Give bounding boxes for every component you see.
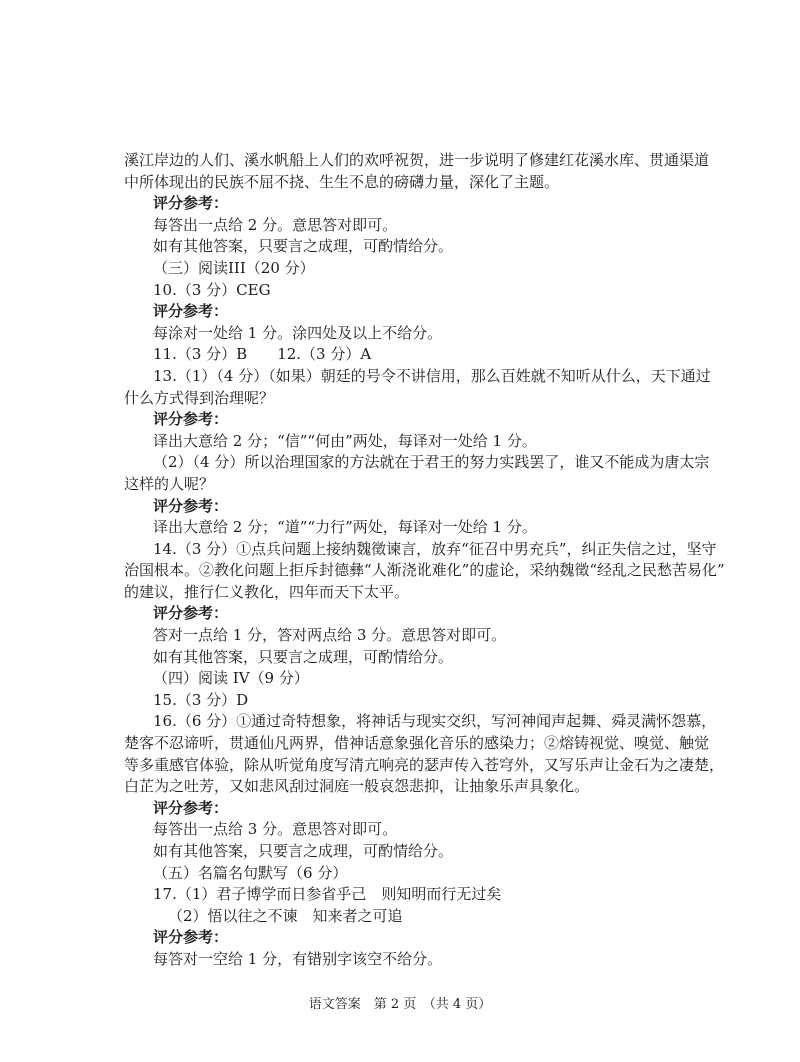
text-line: 13.（1）（4 分）（如果）朝廷的号令不讲信用，那么百姓就不知听从什么，天下通过 <box>153 366 711 385</box>
text-line: 10.（3 分）CEG <box>153 280 271 299</box>
text-line: 15.（3 分）D <box>153 690 249 709</box>
text-line: 的建议，推行仁义教化，四年而天下太平。 <box>124 582 410 601</box>
text-line: （四）阅读 IV（9 分） <box>153 669 309 688</box>
scoring-reference-heading: 评分参考： <box>153 798 229 817</box>
text-line: （五）名篇名句默写（6 分） <box>153 863 348 882</box>
text-line: （2）悟以往之不谏 知来者之可追 <box>168 906 403 925</box>
scoring-reference-heading: 评分参考： <box>153 496 229 515</box>
text-line: 如有其他答案，只要言之成理，可酌情给分。 <box>153 842 454 860</box>
text-line: 14.（3 分）①点兵问题上接纳魏徵谏言，放弃“征召中男充兵”，纠正失信之过，坚守 <box>153 539 717 558</box>
scoring-reference-heading: 评分参考： <box>153 302 229 321</box>
page-footer: 语文答案 第 2 页 （共 4 页） <box>308 997 492 1012</box>
text-line: 中所体现出的民族不屈不挠、生生不息的磅礴力量，深化了主题。 <box>124 172 560 191</box>
text-line: 如有其他答案，只要言之成理，可酌情给分。 <box>153 237 454 256</box>
text-line: 答对一点给 1 分，答对两点给 3 分。意思答对即可。 <box>153 626 507 645</box>
text-line: 每涂对一处给 1 分。涂四处及以上不给分。 <box>153 323 443 342</box>
scoring-reference-heading: 评分参考： <box>153 410 229 429</box>
text-line: （三）阅读III（20 分） <box>153 258 315 277</box>
scoring-reference-heading: 评分参考： <box>153 604 229 623</box>
text-line: 什么方式得到治理呢？ <box>124 388 275 407</box>
text-line: 等多重感官体验，除从听觉角度写清亢响亮的瑟声传入苍穹外，又写乐声让金石为之凄楚， <box>124 755 725 774</box>
text-line: 白芷为之吐芳，又如悲风刮过洞庭一般哀怨悲抑，让抽象乐声具象化。 <box>124 777 590 796</box>
scoring-reference-heading: 评分参考： <box>153 194 229 213</box>
text-line: 每答对一空给 1 分，有错别字该空不给分。 <box>153 949 443 968</box>
text-line: 溪江岸边的人们、溪水帆船上人们的欢呼祝贺，进一步说明了修建红花溪水库、贯通渠道 <box>124 151 710 169</box>
text-line: 如有其他答案，只要言之成理，可酌情给分。 <box>153 647 454 666</box>
text-line: 这样的人呢？ <box>124 474 215 493</box>
text-line: 11.（3 分）B 12.（3 分）A <box>153 345 372 364</box>
text-line: 治国根本。②教化问题上拒斥封德彝“人渐浇讹难化”的虚论，采纳魏徵“经乱之民愁苦易化” <box>124 561 725 580</box>
text-line: 17.（1）君子博学而日参省乎己 则知明而行无过矣 <box>153 885 502 904</box>
text-line: 每答出一点给 3 分。意思答对即可。 <box>153 820 398 839</box>
text-line: 每答出一点给 2 分。意思答对即可。 <box>153 215 398 234</box>
text-line: 译出大意给 2 分；“信”“何由”两处，每译对一处给 1 分。 <box>153 431 537 450</box>
text-line: 译出大意给 2 分；“道”“力行”两处，每译对一处给 1 分。 <box>153 518 537 537</box>
scoring-reference-heading: 评分参考： <box>153 928 229 947</box>
text-line: （2）（4 分）所以治理国家的方法就在于君王的努力实践罢了，谁又不能成为唐太宗 <box>153 453 710 472</box>
page-body <box>124 150 725 971</box>
text-line: 16.（6 分）①通过奇特想象，将神话与现实交织，写河神闻声起舞、舜灵满怀怨慕， <box>153 712 717 731</box>
text-line: 楚客不忍谛听，贯通仙凡两界，借神话意象强化音乐的感染力；②熔铸视觉、嗅觉、触觉 <box>124 734 710 753</box>
